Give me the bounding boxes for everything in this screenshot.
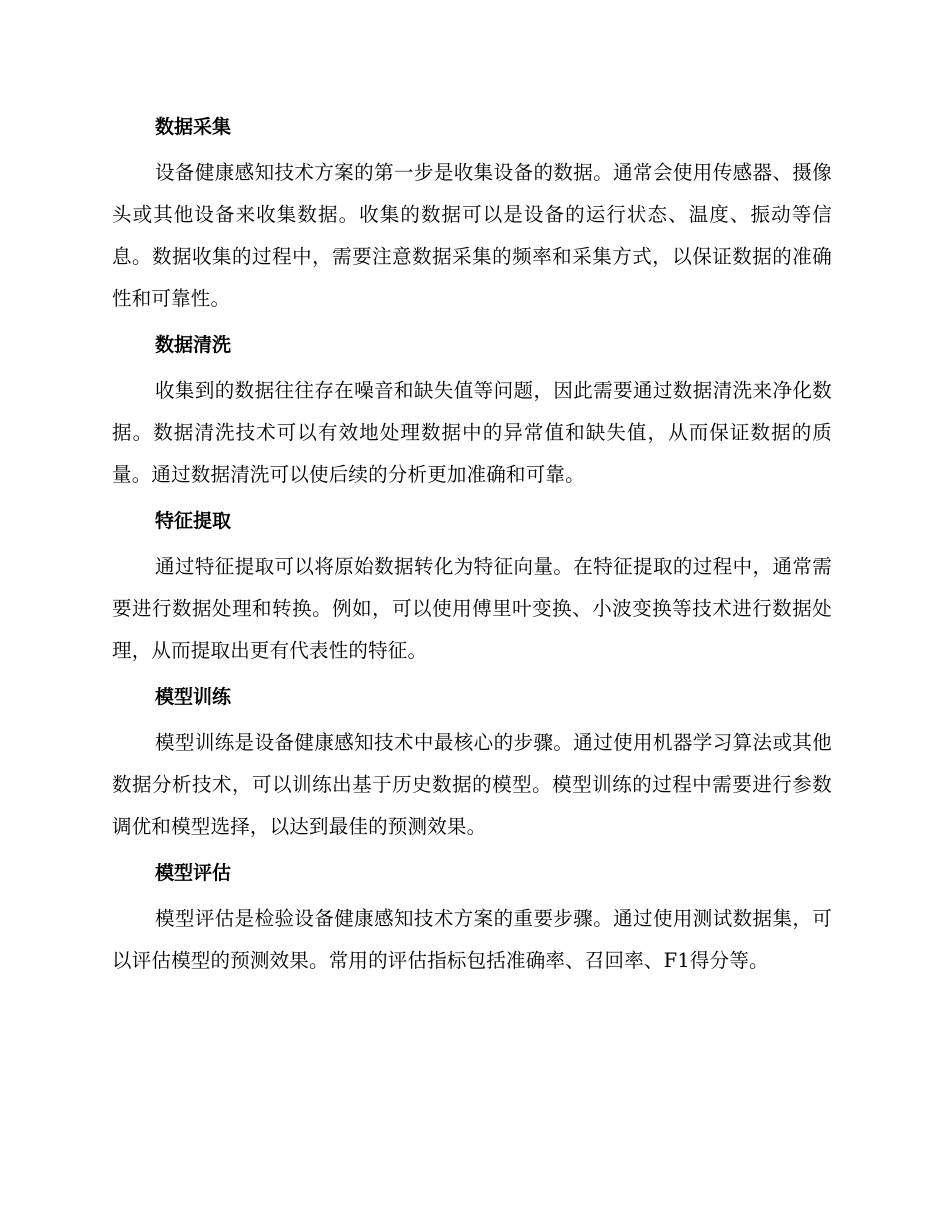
- section-heading: 数据采集: [155, 116, 232, 138]
- section-heading: 模型训练: [155, 686, 232, 708]
- section-heading: 特征提取: [155, 510, 232, 532]
- section-heading: 模型评估: [155, 862, 232, 884]
- section-data-cleaning: [112, 326, 832, 496]
- section-paragraph: 模型训练是设备健康感知技术中最核心的步骤。通过使用机器学习算法或其他数据分析技术，可以训练出基于历史数据的模型。模型训练的过程中需要进行参数调优和模型选择，以达到最佳的预测效果。: [112, 731, 832, 838]
- section-paragraph: 通过特征提取可以将原始数据转化为特征向量。在特征提取的过程中，通常需要进行数据处理和转换。例如，可以使用傅里叶变换、小波变换等技术进行数据处理，从而提取出更有代表性的特征。: [112, 555, 832, 662]
- section-paragraph: 收集到的数据往往存在噪音和缺失值等问题，因此需要通过数据清洗来净化数据。数据清洗技术可以有效地处理数据中的异常值和缺失值，从而保证数据的质量。通过数据清洗可以使后续的分析更加准确和可靠。: [112, 379, 832, 486]
- section-model-training: [112, 678, 832, 848]
- section-heading: 数据清洗: [155, 334, 232, 356]
- section-paragraph: 设备健康感知技术方案的第一步是收集设备的数据。通常会使用传感器、摄像头或其他设备来收集数据。收集的数据可以是设备的运行状态、温度、振动等信息。数据收集的过程中，需要注意数据采集的频率和采集方式，以保证数据的准确性和可靠性。: [112, 161, 832, 310]
- section-feature-extraction: [112, 502, 832, 672]
- section-data-collection: [112, 108, 832, 320]
- document-content: [112, 108, 832, 988]
- section-model-evaluation: [112, 854, 832, 982]
- section-paragraph: 模型评估是检验设备健康感知技术方案的重要步骤。通过使用测试数据集，可以评估模型的预测效果。常用的评估指标包括准确率、召回率、F1得分等。: [112, 907, 832, 972]
